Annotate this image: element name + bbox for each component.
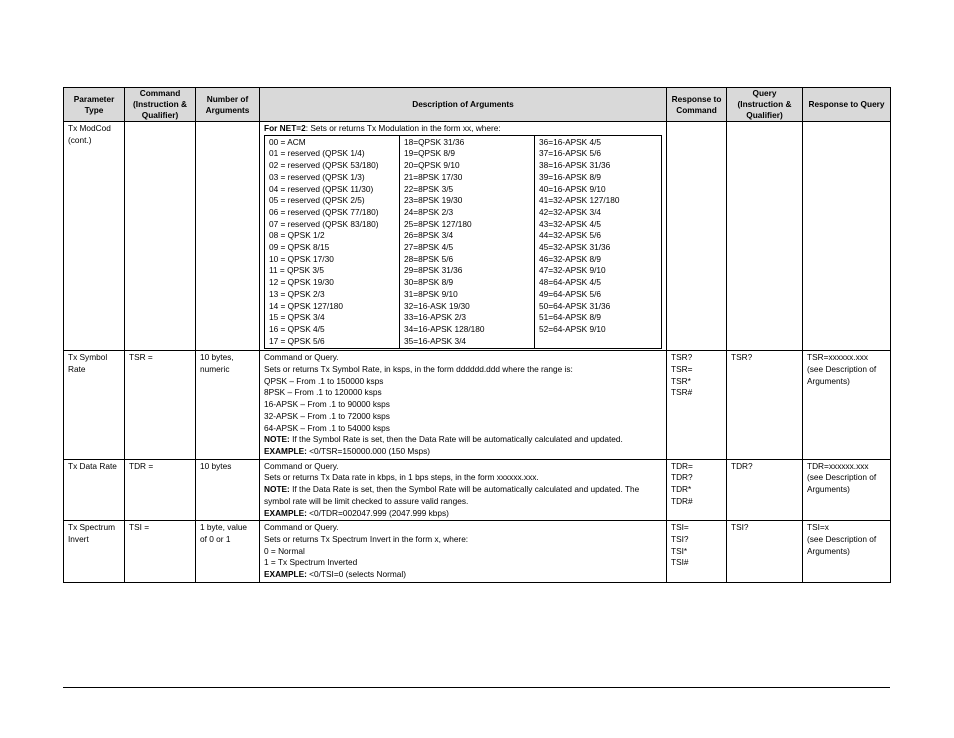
query-response-line: TSI=x (807, 522, 829, 533)
modcod-entry: 13 = QPSK 2/3 (269, 288, 325, 299)
header-response-to-query: Response to Query (803, 88, 891, 122)
header-query: Query (Instruction & Qualifier) (727, 88, 803, 122)
modcod-entry: 03 = reserved (QPSK 1/3) (269, 171, 365, 182)
modcod-entry: 25=8PSK 127/180 (404, 218, 472, 229)
modcod-entry: 02 = reserved (QPSK 53/180) (269, 160, 379, 171)
response-line: TSR= (671, 364, 693, 375)
param-cell: Tx Spectrum Invert (64, 521, 125, 583)
modcod-entry: 50=64-APSK 31/36 (539, 300, 611, 311)
response-line: TDR* (671, 484, 692, 495)
desc-line: 1 = Tx Spectrum Inverted (264, 557, 358, 568)
modcod-entry: 38=16-APSK 31/36 (539, 160, 611, 171)
query-response-line: Arguments) (807, 545, 850, 556)
modcod-entry: 26=8PSK 3/4 (404, 230, 454, 241)
modcod-entry: 18=QPSK 31/36 (404, 136, 465, 147)
response-cell (667, 459, 727, 521)
modcod-entry: 52=64-APSK 9/10 (539, 323, 606, 334)
modcod-entry: 17 = QPSK 5/6 (269, 335, 325, 346)
modcod-entry: 43=32-APSK 4/5 (539, 218, 602, 229)
desc-line: Command or Query. (264, 352, 339, 363)
query-response-line: (see Description of (807, 472, 877, 483)
table-header-row (64, 88, 891, 122)
header-number-of-arguments: Number of Arguments (196, 88, 260, 122)
description-cell (260, 122, 667, 351)
desc-intro-text: : Sets or returns Tx Modulation in the form xx, where: (305, 123, 501, 133)
modcod-entry: 14 = QPSK 127/180 (269, 300, 344, 311)
modcod-entry: 07 = reserved (QPSK 83/180) (269, 218, 379, 229)
num-args-cell (196, 122, 260, 351)
desc-line: Sets or returns Tx Data rate in kbps, in 1 bps steps, in the form xxxxxx.xxx. (264, 472, 539, 483)
response-line: TSR# (671, 387, 693, 398)
response-cell (667, 122, 727, 351)
num-args-cell: 10 bytes, numeric (196, 351, 260, 459)
note-text: If the Data Rate is set, then the Symbol Rate will be automatically calculated and updated. The symbol rate will be limit checked to assure valid ranges. (264, 484, 640, 506)
note-text: If the Symbol Rate is set, then the Data Rate will be automatically calculated and updated. (289, 434, 623, 445)
modcod-column-2 (400, 135, 535, 349)
footer-divider (63, 687, 890, 688)
desc-line: 8PSK – From .1 to 120000 ksps (264, 387, 382, 398)
desc-intro (264, 123, 662, 135)
command-table (63, 87, 891, 583)
modcod-entry: 32=16-ASK 19/30 (404, 300, 470, 311)
desc-line: QPSK – From .1 to 150000 ksps (264, 375, 384, 386)
example-text: <0/TSI=0 (selects Normal) (306, 569, 407, 580)
modcod-entry: 33=16-APSK 2/3 (404, 312, 467, 323)
modcod-entry: 19=QPSK 8/9 (404, 148, 455, 159)
response-line: TDR? (671, 472, 693, 483)
modcod-entry: 44=32-APSK 5/6 (539, 230, 602, 241)
example-label: EXAMPLE: (264, 445, 307, 456)
header-parameter-type: Parameter Type (64, 88, 125, 122)
modcod-entry: 34=16-APSK 128/180 (404, 323, 485, 334)
response-line: TSI= (671, 522, 689, 533)
command-cell: TDR = (125, 459, 196, 521)
table-row (64, 351, 891, 459)
modcod-entry: 36=16-APSK 4/5 (539, 136, 602, 147)
desc-line: Command or Query. (264, 522, 339, 533)
response-line: TSR? (671, 352, 693, 363)
query-response-cell (803, 521, 891, 583)
modcod-entry: 16 = QPSK 4/5 (269, 323, 325, 334)
example-text: <0/TDR=002047.999 (2047.999 kbps) (306, 507, 449, 518)
response-line: TDR= (671, 460, 693, 471)
modcod-entry: 15 = QPSK 3/4 (269, 312, 325, 323)
query-response-cell (803, 351, 891, 459)
desc-example (264, 508, 662, 520)
num-args-cell: 1 byte, value of 0 or 1 (196, 521, 260, 583)
param-cell: Tx Data Rate (64, 459, 125, 521)
modcod-entry: 49=64-APSK 5/6 (539, 288, 602, 299)
response-line: TDR# (671, 495, 693, 506)
command-cell: TSR = (125, 351, 196, 459)
example-label: EXAMPLE: (264, 507, 307, 518)
query-cell: TDR? (727, 459, 803, 521)
note-label: NOTE: (264, 484, 290, 495)
desc-line: Sets or returns Tx Symbol Rate, in ksps, in the form dddddd.ddd where the range is: (264, 364, 573, 375)
table-row (64, 459, 891, 521)
response-line: TSI* (671, 545, 688, 556)
modcod-entry: 40=16-APSK 9/10 (539, 183, 606, 194)
modcod-entry: 21=8PSK 17/30 (404, 171, 463, 182)
description-cell (260, 459, 667, 521)
modcod-entry: 35=16-APSK 3/4 (404, 335, 467, 346)
example-text: <0/TSR=150000.000 (150 Msps) (306, 445, 431, 456)
modcod-entry: 45=32-APSK 31/36 (539, 242, 611, 253)
modcod-entry: 04 = reserved (QPSK 11/30) (269, 183, 374, 194)
desc-note (264, 484, 662, 507)
header-description: Description of Arguments (260, 88, 667, 122)
query-response-line: TDR=xxxxxx.xxx (807, 460, 869, 471)
command-cell: TSI = (125, 521, 196, 583)
modcod-entry: 20=QPSK 9/10 (404, 160, 460, 171)
response-line: TSI# (671, 557, 689, 568)
example-label: EXAMPLE: (264, 569, 307, 580)
description-cell (260, 351, 667, 459)
query-response-cell (803, 122, 891, 351)
modcod-entry: 24=8PSK 2/3 (404, 206, 454, 217)
desc-line: 16-APSK – From .1 to 90000 ksps (264, 399, 390, 410)
modcod-entry: 08 = QPSK 1/2 (269, 230, 325, 241)
table-row (64, 521, 891, 583)
response-line: TSR* (671, 375, 691, 386)
modcod-entry: 47=32-APSK 9/10 (539, 265, 606, 276)
desc-line: 0 = Normal (264, 545, 305, 556)
desc-line: 32-APSK – From .1 to 72000 ksps (264, 410, 390, 421)
modcod-entry: 23=8PSK 19/30 (404, 195, 463, 206)
query-cell (727, 122, 803, 351)
modcod-entry: 00 = ACM (269, 136, 306, 147)
query-cell: TSI? (727, 521, 803, 583)
modcod-entry: 06 = reserved (QPSK 77/180) (269, 206, 379, 217)
table-row (64, 122, 891, 351)
query-response-line: Arguments) (807, 484, 850, 495)
response-cell (667, 521, 727, 583)
modcod-entry: 39=16-APSK 8/9 (539, 171, 602, 182)
modcod-entry: 10 = QPSK 17/30 (269, 253, 334, 264)
modcod-entry: 29=8PSK 31/36 (404, 265, 463, 276)
modcod-entry: 28=8PSK 5/6 (404, 253, 454, 264)
param-cell: Tx Symbol Rate (64, 351, 125, 459)
description-cell (260, 521, 667, 583)
modcod-entry: 09 = QPSK 8/15 (269, 242, 330, 253)
query-response-line: (see Description of (807, 364, 877, 375)
query-cell: TSR? (727, 351, 803, 459)
modcod-entry: 37=16-APSK 5/6 (539, 148, 602, 159)
desc-line: 64-APSK – From .1 to 54000 ksps (264, 422, 390, 433)
header-command: Command (Instruction & Qualifier) (125, 88, 196, 122)
desc-example (264, 569, 662, 581)
modcod-entry: 01 = reserved (QPSK 1/4) (269, 148, 365, 159)
modcod-entry: 46=32-APSK 8/9 (539, 253, 602, 264)
modcod-entry: 30=8PSK 8/9 (404, 277, 454, 288)
desc-note (264, 434, 662, 446)
header-response-to-command: Response to Command (667, 88, 727, 122)
modcod-entry: 27=8PSK 4/5 (404, 242, 454, 253)
query-response-cell (803, 459, 891, 521)
desc-example (264, 446, 662, 458)
modcod-entry: 05 = reserved (QPSK 2/5) (269, 195, 365, 206)
modcod-entry: 51=64-APSK 8/9 (539, 312, 602, 323)
modcod-entry: 31=8PSK 9/10 (404, 288, 458, 299)
modcod-entry: 11 = QPSK 3/5 (269, 265, 324, 276)
modcod-entry: 48=64-APSK 4/5 (539, 277, 602, 288)
desc-intro-bold: For NET=2 (264, 123, 306, 133)
modcod-column-3 (535, 135, 662, 349)
param-cell: Tx ModCod (cont.) (64, 122, 125, 351)
modcod-entry: 42=32-APSK 3/4 (539, 206, 602, 217)
response-cell (667, 351, 727, 459)
response-line: TSI? (671, 533, 689, 544)
command-cell (125, 122, 196, 351)
modcod-entry: 12 = QPSK 19/30 (269, 277, 334, 288)
query-response-line: TSR=xxxxxx.xxx (807, 352, 869, 363)
desc-line: Sets or returns Tx Spectrum Invert in the form x, where: (264, 533, 469, 544)
modcod-column-1 (265, 135, 400, 349)
desc-line: Command or Query. (264, 460, 339, 471)
modcod-list (264, 135, 662, 350)
modcod-entry: 41=32-APSK 127/180 (539, 195, 620, 206)
modcod-entry: 22=8PSK 3/5 (404, 183, 454, 194)
note-label: NOTE: (264, 434, 290, 445)
query-response-line: (see Description of (807, 533, 877, 544)
num-args-cell: 10 bytes (196, 459, 260, 521)
query-response-line: Arguments) (807, 375, 850, 386)
